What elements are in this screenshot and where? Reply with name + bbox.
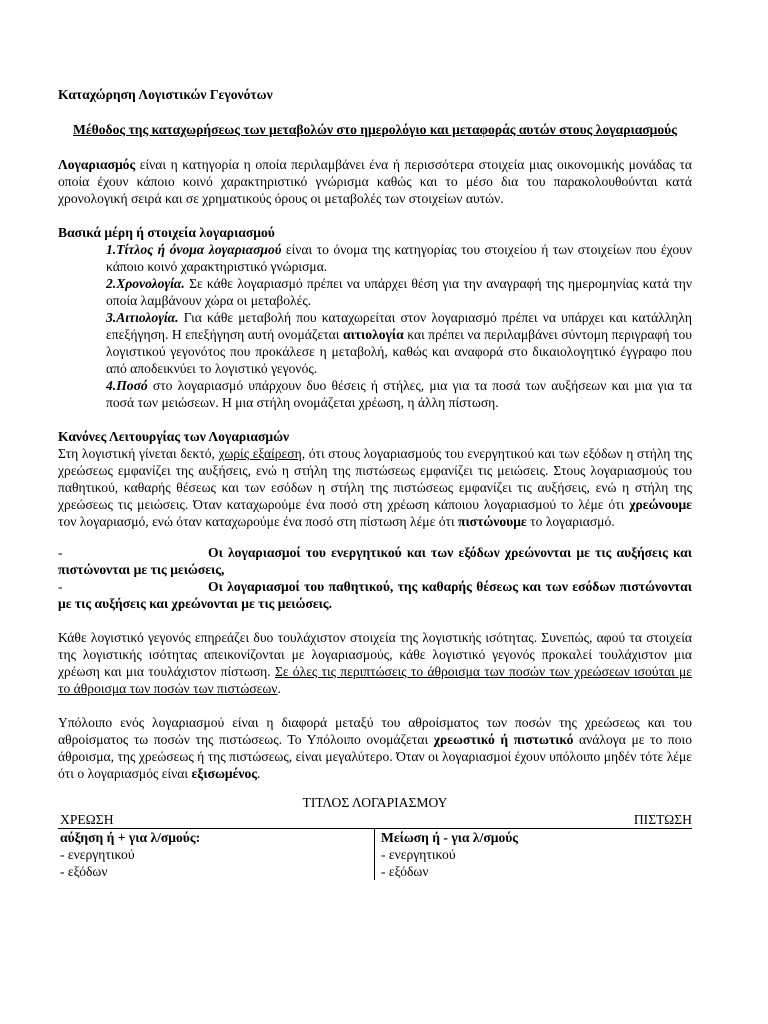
- rules-bold-2: πιστώνουμε: [458, 514, 527, 529]
- debit-item: - ενεργητικού: [60, 847, 135, 862]
- dash-marker: -: [58, 579, 63, 594]
- intro-term: Λογαριασμός: [58, 157, 136, 172]
- rules-text-a: Στη λογιστική γίνεται δεκτό,: [58, 446, 219, 461]
- debit-column-label: αύξηση ή + για λ/σμούς:: [60, 830, 201, 845]
- credit-item: - ενεργητικού: [381, 847, 456, 862]
- dash-item-text: Οι λογαριασμοί του παθητικού, της καθαρής θέσεως και των εσόδων πιστώνονται με τις αυξήσεις και χρεώνονται με τις μειώσεις.: [58, 579, 692, 611]
- balance-text-c: .: [257, 766, 261, 781]
- rules-heading: Κανόνες Λειτουργίας των Λογαριασμών: [58, 429, 290, 444]
- rules-text-d: το λογαριασμό.: [526, 514, 615, 529]
- item3-label: 3.Αιτιολογία.: [106, 310, 179, 325]
- debit-header: ΧΡΕΩΣΗ: [60, 812, 114, 827]
- balance-bold-2: εξισωμένος: [191, 766, 258, 781]
- t-account-table: [58, 828, 692, 880]
- parts-item-3: [58, 309, 692, 377]
- intro-paragraph: [58, 156, 692, 207]
- intro-text: είναι η κατηγορία η οποία περιλαμβάνει ένα ή περισσότερα στοιχεία μιας οικονομικής μονάδας τα οποία έχουν κάποιο κοινό χαρακτηριστικό γνώρισμα καθώς και το μέσο δια του παρακολουθούνται κατά χρονολογική σειρά και σε χρηματικούς όρους οι μεταβολές των στοιχείων αυτών.: [58, 157, 692, 206]
- parts-item-2: [58, 275, 692, 309]
- balance-paragraph: [58, 714, 692, 782]
- balance-bold-1: χρεωστικό ή πιστωτικό: [433, 732, 574, 747]
- rules-underlined: χωρίς εξαίρεση: [218, 446, 302, 461]
- debit-item: - εξόδων: [60, 864, 108, 879]
- parts-heading: Βασικά μέρη ή στοιχεία λογαριασμού: [58, 225, 275, 240]
- balance-text-b: ανάλογα με το ποιο άθροισμα, της χρεώσεως ή της πιστώσεως, είναι μεγαλύτερο. Όταν οι λογαριασμοί έχουν υπόλοιπο μηδέν τότε λέμε ότι ο λογαριασμός είναι: [58, 732, 692, 781]
- parts-item-1: [58, 241, 692, 275]
- balance-text-a: Υπόλοιπο ενός λογαριασμού είναι η διαφορά μεταξύ του αθροίσματος των ποσών της χρεώσεως και του αθροίσματος τω ποσών της πιστώσεως. Το Υπόλοιπο ονομάζεται: [58, 715, 692, 747]
- dash-item-2: [58, 578, 692, 612]
- dash-item-text: Οι λογαριασμοί του ενεργητικού και των εξόδων χρεώνονται με τις αυξήσεις και πιστώνονται με τις μειώσεις,: [58, 545, 692, 577]
- credit-header: ΠΙΣΤΩΣΗ: [633, 812, 692, 827]
- rules-bold-1: χρεώνουμε: [629, 497, 692, 512]
- equation-text-a: Κάθε λογιστικό γεγονός επηρεάζει δυο τουλάχιστον στοιχεία της λογιστικής ισότητας. Συνεπώς, αφού τα στοιχεία της λογιστικής ισότητας απεικονίζονται με λογαριασμούς, κάθε λογιστικό γεγονός προκαλεί τουλάχιστον μια χρέωση και μια τουλάχιστον πίστωση.: [58, 630, 692, 679]
- rules-text-b: , ότι στους λογαριασμούς του ενεργητικού και των εξόδων η στήλη της χρεώσεως εμφανίζει της αυξήσεις, ενώ η στήλη της πιστώσεως εμφανίζει τις μειώσεις. Στους λογαριασμούς του παθητικού, καθαρής θέσεως και των εσόδων η στήλη της πιστώσεως εμφανίζει τις αυξήσεις, ενώ η στήλη της χρεώσεως τις μειώσεις. Όταν καταχωρούμε ένα ποσό στη χρέωση κάποιου λογαριασμού το λέμε ότι: [58, 446, 692, 512]
- item2-text: Σε κάθε λογαριασμό πρέπει να υπάρχει θέση για την αναγραφή της ημερομηνίας κατά την οποία λαμβάνουν χώρα οι μεταβολές.: [106, 276, 692, 308]
- t-account-title: ΤΙΤΛΟΣ ΛΟΓΑΡΙΑΣΜΟΥ: [302, 795, 448, 810]
- item3-bold: αιτιολογία: [342, 327, 404, 342]
- item3-text-b: και πρέπει να περιλαμβάνει σύντομη περιγραφή του λογιστικού γεγονότος που προκάλεσε η μεταβολή, καθώς και αναφορά στο δικαιολογητικό έγγραφο που από αποδεικνύει το λογιστικό γεγονός.: [106, 327, 692, 376]
- t-account-credit-column: [375, 829, 692, 880]
- equation-underlined: Σε όλες τις περιπτώσεις το άθροισμα των ποσών των χρεώσεων ισούται με το άθροισμα των ποσών των πιστώσεων: [58, 664, 692, 696]
- item3-text-a: Για κάθε μεταβολή που καταχωρείται στον λογαριασμό πρέπει να υπάρχει και κατάλληλη επεξήγηση. Η επεξήγηση αυτή ονομάζεται: [106, 310, 692, 342]
- t-account-debit-column: [58, 829, 375, 880]
- rules-text-c: τον λογαριασμό, ενώ όταν καταχωρούμε ένα ποσό στη πίστωση λέμε ότι: [58, 514, 459, 529]
- parts-item-4: [58, 377, 692, 411]
- rules-paragraph: [58, 445, 692, 530]
- item1-label: 1.Τίτλος ή όνομα λογαριασμού: [106, 242, 282, 257]
- credit-item: - εξόδων: [381, 864, 429, 879]
- t-account-headers: [58, 811, 692, 828]
- credit-column-label: Μείωση ή - για λ/σμούς: [381, 830, 519, 845]
- item4-label: 4.Ποσό: [106, 378, 148, 393]
- equation-paragraph: [58, 629, 692, 697]
- equation-text-b: .: [277, 681, 281, 696]
- dash-marker: -: [58, 545, 63, 560]
- document-page: [58, 86, 692, 880]
- item4-text: στο λογαριασμό υπάρχουν δυο θέσεις ή στήλες, μια για τα ποσά των αυξήσεων και μια για τα ποσά των μειώσεων. Η μια στήλη ονομάζεται χρέωση, η άλλη πίστωση.: [106, 378, 692, 410]
- document-title: Καταχώρηση Λογιστικών Γεγονότων: [58, 87, 273, 102]
- item1-text: είναι το όνομα της κατηγορίας του στοιχείου ή των στοιχείων που έχουν κάποιο κοινό χαρακτηριστικό γνώρισμα.: [106, 242, 692, 274]
- item2-label: 2.Χρονολογία.: [106, 276, 185, 291]
- document-subtitle: Μέθοδος της καταχωρήσεως των μεταβολών στο ημερολόγιο και μεταφοράς αυτών στους λογαριασμούς: [73, 122, 677, 137]
- dash-item-1: [58, 544, 692, 578]
